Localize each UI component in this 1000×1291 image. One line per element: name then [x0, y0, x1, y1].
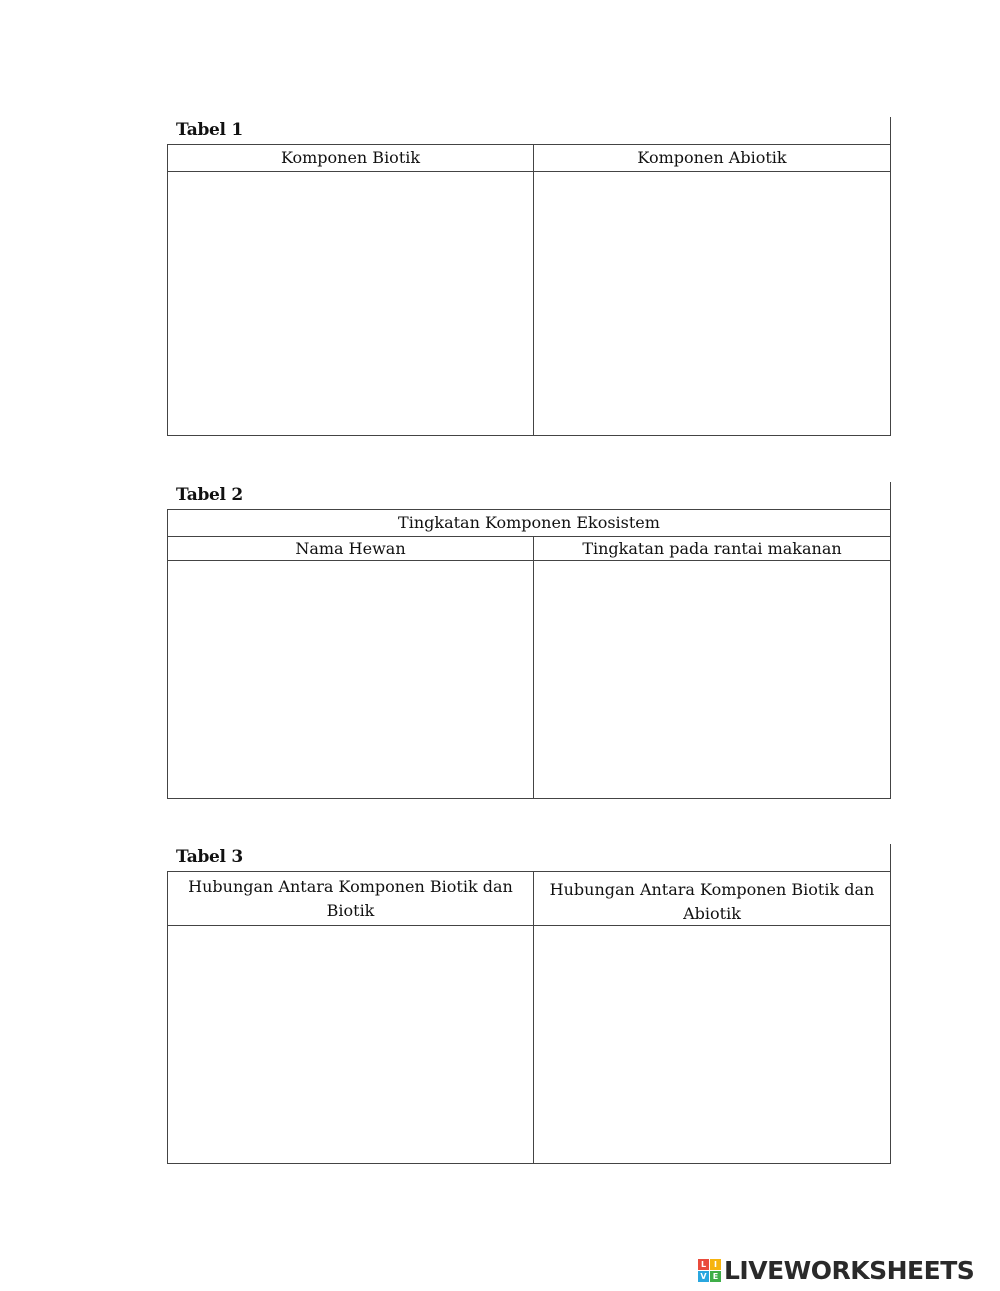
liveworksheets-logo[interactable] [698, 1255, 974, 1285]
table-3-answer-biotik-biotik[interactable] [167, 925, 534, 1164]
logo-block-l: L [698, 1259, 709, 1270]
table-3-header-biotik-abiotik: Hubungan Antara Komponen Biotik dan Abiotik [533, 871, 891, 926]
table-1-answer-biotik[interactable] [167, 171, 534, 436]
table-1-header-biotik: Komponen Biotik [167, 144, 534, 172]
table-2-title: Tingkatan Komponen Ekosistem [167, 509, 891, 537]
logo-blocks-icon [698, 1259, 721, 1282]
logo-block-i: I [710, 1259, 721, 1270]
table-3-caption-rule [890, 844, 891, 872]
table-2-caption-rule [890, 482, 891, 510]
logo-block-e: E [710, 1271, 721, 1282]
table-2-caption: Tabel 2 [176, 485, 243, 505]
table-1-caption-rule [890, 117, 891, 145]
table-1-header-abiotik: Komponen Abiotik [533, 144, 891, 172]
logo-block-v: V [698, 1271, 709, 1282]
table-1-answer-abiotik[interactable] [533, 171, 891, 436]
table-3-caption: Tabel 3 [176, 847, 243, 867]
table-2-header-tingkatan: Tingkatan pada rantai makanan [533, 536, 891, 561]
table-1-caption: Tabel 1 [176, 120, 243, 140]
logo-text: LIVEWORKSHEETS [724, 1255, 975, 1285]
table-2-answer-nama-hewan[interactable] [167, 560, 534, 799]
table-2-header-nama-hewan: Nama Hewan [167, 536, 534, 561]
table-2-answer-tingkatan[interactable] [533, 560, 891, 799]
table-3-answer-biotik-abiotik[interactable] [533, 925, 891, 1164]
table-3-header-biotik-biotik: Hubungan Antara Komponen Biotik dan Biotik [167, 871, 534, 926]
